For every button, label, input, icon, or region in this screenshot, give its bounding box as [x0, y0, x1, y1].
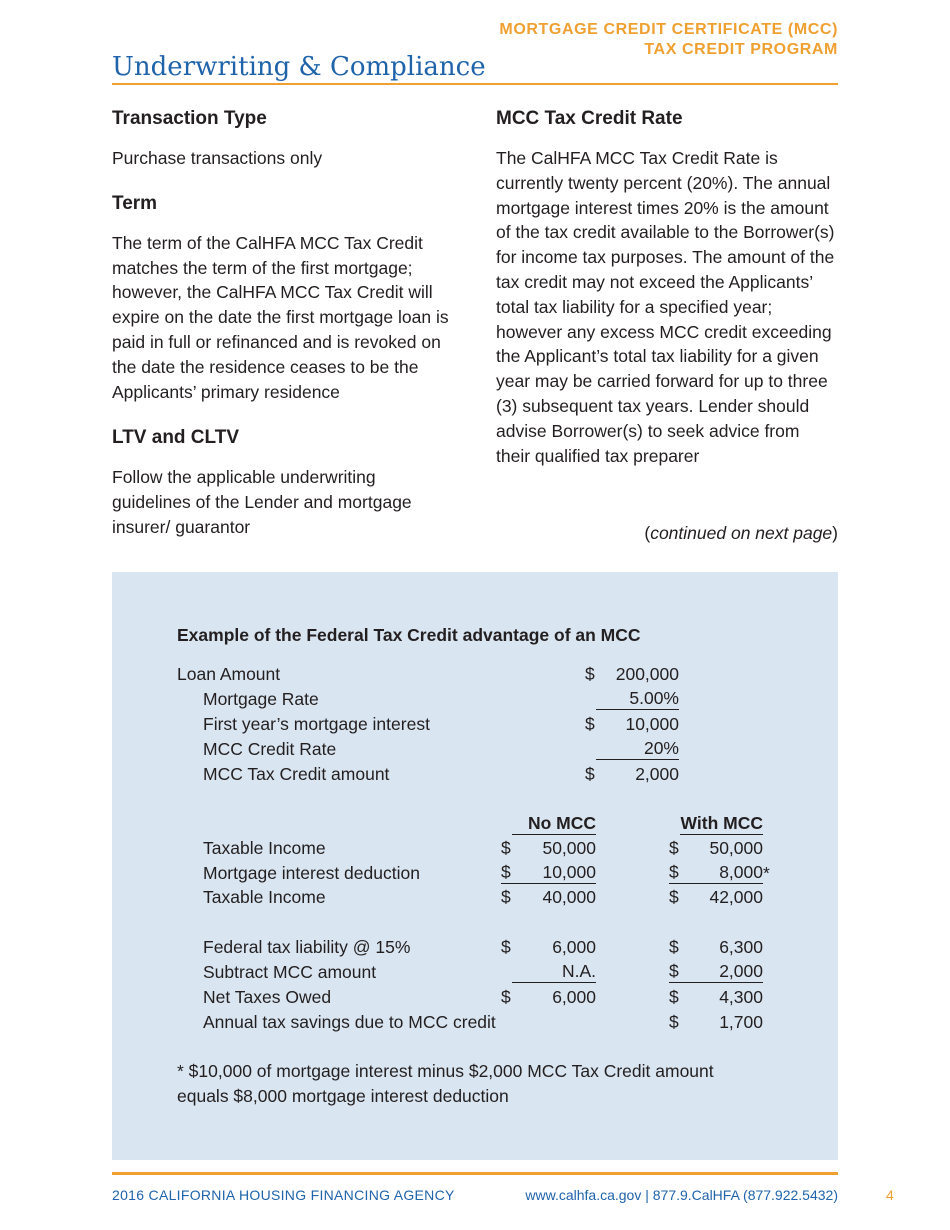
with-mcc-value: 6,300: [719, 937, 763, 957]
loan-row-value: 2,000: [635, 764, 679, 784]
with-mcc-currency: $: [669, 987, 679, 1007]
no-mcc-currency: $: [501, 987, 511, 1007]
footer-agency: 2016 CALIFORNIA HOUSING FINANCING AGENCY: [112, 1187, 455, 1203]
no-mcc-value: N.A.: [512, 960, 596, 983]
no-mcc-currency: $: [501, 937, 511, 957]
rate-heading: MCC Tax Credit Rate: [496, 108, 683, 129]
loan-row-label: First year’s mortgage interest: [203, 714, 430, 734]
program-line-2: TAX CREDIT PROGRAM: [644, 41, 838, 58]
example-footnote: * $10,000 of mortgage interest minus $2,000 MCC Tax Credit amount equals $8,000 mortgage interest deduction: [177, 1061, 714, 1106]
no-mcc-value: 10,000: [542, 862, 596, 882]
header-divider: [112, 83, 838, 85]
with-mcc-header: With MCC: [680, 813, 763, 833]
with-mcc-currency: $: [669, 887, 679, 907]
comparison-row-label: Subtract MCC amount: [203, 962, 377, 982]
transaction-type-text: Purchase transactions only: [112, 148, 323, 168]
loan-row-label: Loan Amount: [177, 664, 281, 684]
footnote-marker: *: [763, 863, 770, 883]
comparison-row-label: Annual tax savings due to MCC credit: [203, 1012, 496, 1032]
no-mcc-value: 50,000: [542, 838, 596, 858]
ltv-text: Follow the applicable underwriting guidelines of the Lender and mortgage insurer/ guarantor: [112, 467, 412, 537]
rate-text: The CalHFA MCC Tax Credit Rate is currently twenty percent (20%). The annual mortgage interest times 20% is the amount of the tax credit available to the Borrower(s) for income tax purposes. The amount of the tax credit may not exceed the Applicants’ total tax liability for a specified year; however any excess MCC credit exceeding the Applicant’s total tax liability for a given year may be carried forward for up to three (3) subsequent tax years. Lender should advise Borrower(s) to seek advice from their qualified tax preparer: [496, 148, 835, 466]
loan-row-label: MCC Credit Rate: [203, 739, 337, 759]
no-mcc-value: 6,000: [552, 937, 596, 957]
no-mcc-currency: $: [501, 887, 511, 907]
comparison-row-label: Taxable Income: [203, 838, 326, 858]
no-mcc-underline: [501, 861, 596, 884]
continued-text: continued on next page: [650, 523, 833, 543]
with-mcc-value: 8,000: [719, 862, 763, 882]
no-mcc-currency: $: [501, 838, 511, 858]
program-line-1: MORTGAGE CREDIT CERTIFICATE (MCC): [499, 21, 838, 38]
term-heading: Term: [112, 192, 158, 214]
loan-row-value: 5.00%: [596, 687, 679, 710]
no-mcc-value: 6,000: [552, 987, 596, 1007]
loan-row-value: 20%: [596, 737, 679, 760]
footer-divider: [112, 1172, 838, 1175]
right-column: [496, 107, 838, 468]
loan-row-label: MCC Tax Credit amount: [203, 764, 390, 784]
example-panel: [112, 572, 838, 1160]
page-number: 4: [886, 1187, 895, 1203]
left-column: [112, 107, 457, 540]
with-mcc-currency: $: [669, 937, 679, 957]
comparison-row-label: Taxable Income: [203, 887, 326, 907]
with-mcc-value: 2,000: [719, 961, 763, 981]
no-mcc-value: 40,000: [542, 887, 596, 907]
with-mcc-value: 50,000: [709, 838, 763, 858]
with-mcc-currency: $: [669, 1012, 679, 1032]
section-title: Underwriting & Compliance: [112, 52, 486, 82]
loan-row-value: 200,000: [615, 664, 679, 684]
with-mcc-currency: $: [669, 961, 679, 981]
term-text: The term of the CalHFA MCC Tax Credit matches the term of the first mortgage; however, the CalHFA MCC Tax Credit will expire on the date the first mortgage loan is paid in full or refinanced and is revoked on the date the residence ceases to be the Applicants’ primary residence: [112, 232, 449, 402]
with-mcc-underline: [669, 861, 763, 884]
footer-contact[interactable]: www.calhfa.ca.gov | 877.9.CalHFA (877.922.5432): [525, 1187, 838, 1203]
with-mcc-value: 4,300: [719, 987, 763, 1007]
comparison-row-label: Mortgage interest deduction: [203, 863, 420, 883]
comparison-row-label: Net Taxes Owed: [203, 987, 332, 1007]
with-mcc-underline: [669, 960, 763, 983]
with-mcc-value: 42,000: [709, 887, 763, 907]
with-mcc-value: 1,700: [719, 1012, 763, 1032]
with-mcc-currency: $: [669, 838, 679, 858]
loan-row-currency: $: [585, 714, 595, 734]
program-header: [499, 20, 838, 60]
no-mcc-header: No MCC: [512, 812, 596, 835]
loan-row-currency: $: [585, 764, 595, 784]
example-title: Example of the Federal Tax Credit advantage of an MCC: [177, 625, 641, 645]
loan-row-value: 10,000: [625, 714, 679, 734]
with-mcc-currency: $: [669, 862, 679, 882]
loan-row-currency: $: [585, 664, 595, 684]
ltv-heading: LTV and CLTV: [112, 427, 240, 449]
no-mcc-currency: $: [501, 862, 511, 882]
continued-note: (continued on next page): [644, 523, 838, 543]
loan-row-label: Mortgage Rate: [203, 689, 319, 709]
transaction-type-heading: Transaction Type: [112, 108, 267, 129]
comparison-row-label: Federal tax liability @ 15%: [203, 937, 411, 957]
